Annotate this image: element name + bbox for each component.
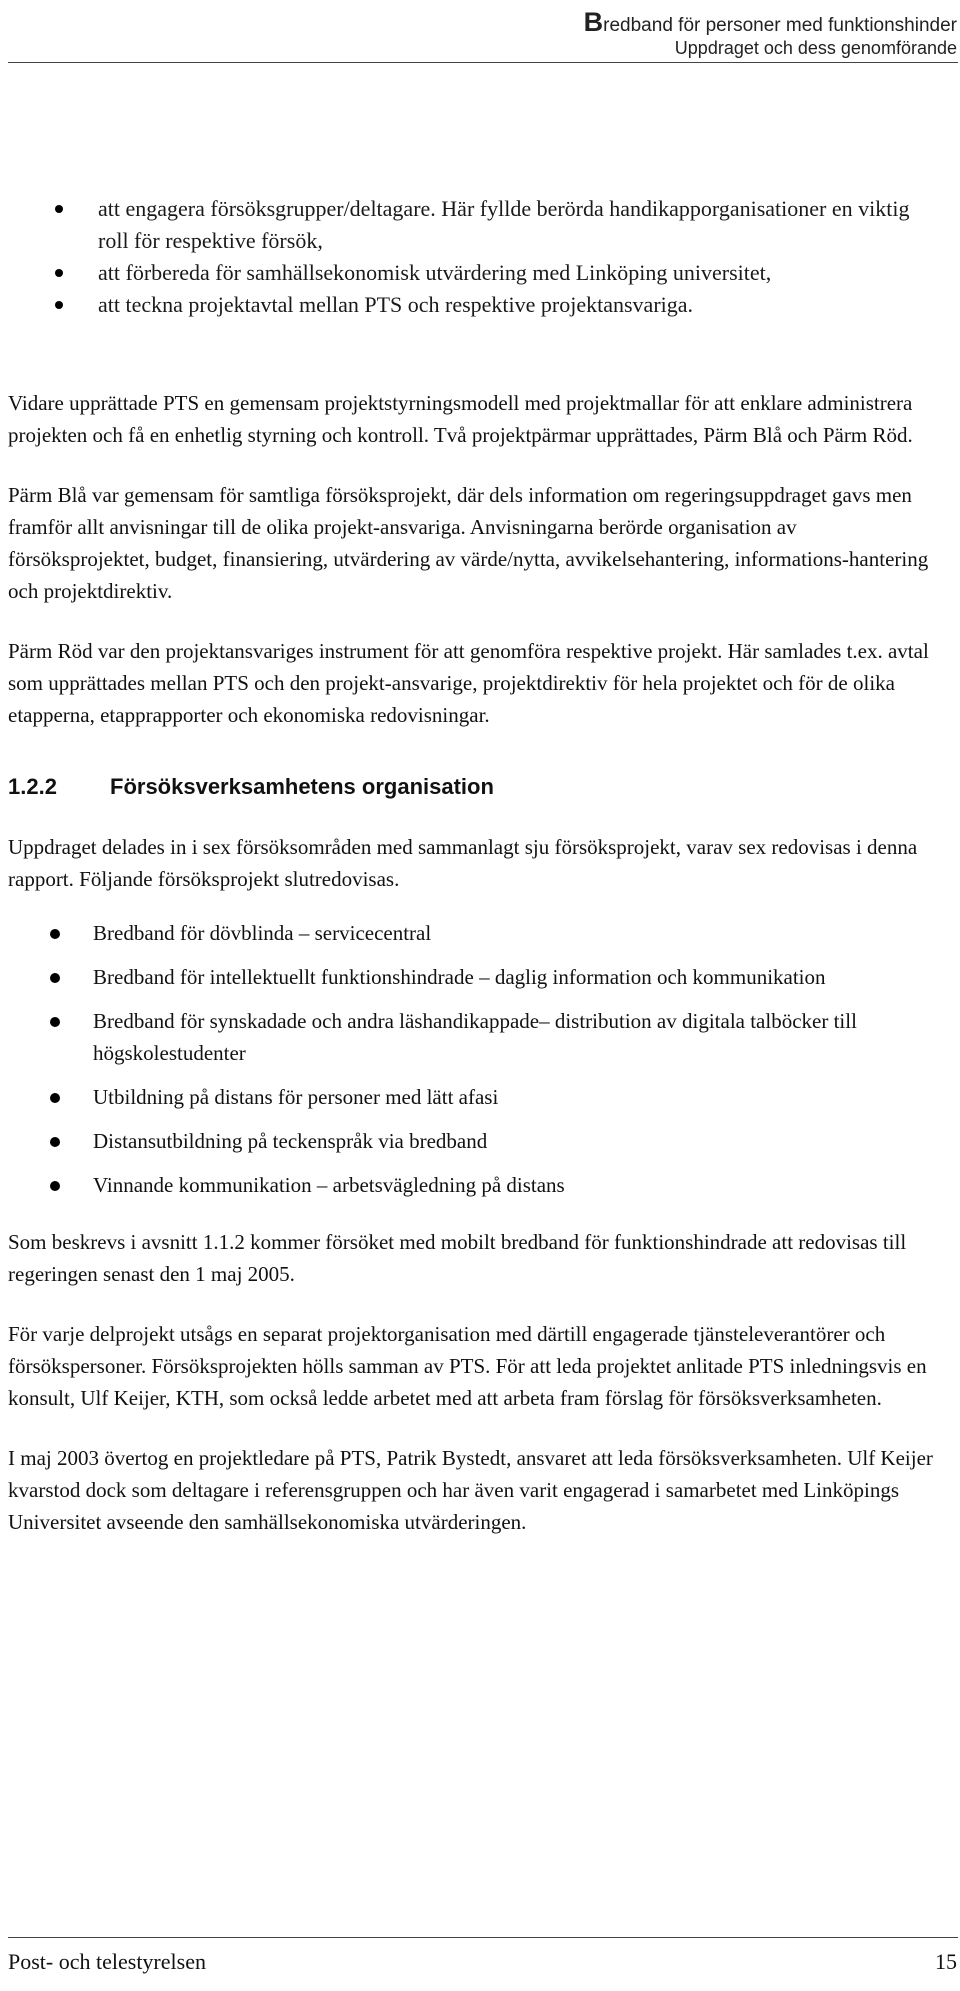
- header-divider: [8, 62, 958, 63]
- header-title: [584, 6, 957, 38]
- header-title-initial: B: [583, 7, 604, 37]
- paragraph-organisation: För varje delprojekt utsågs en separat projektorganisation med därtill engagerade tjänsteleverantörer och försökspersoner. Försöksprojekten hölls samman av PTS. För att leda projektet anlitade PTS inledningsvis en konsult, Ulf Keijer, KTH, som också ledde arbetet med att arbeta fram förslag för försöksverksamheten.: [8, 1322, 927, 1410]
- paragraph-intro: Uppdraget delades in i sex försöksområden med sammanlagt sju försöksprojekt, varav sex redovisas i denna rapport. Följande försöksprojekt slutredovisas.: [8, 835, 918, 891]
- section-title: Försöksverksamhetens organisation: [110, 774, 494, 799]
- list-item: att engagera försöksgrupper/deltagare. Här fyllde berörda handikapporganisationer en viktig roll för respektive försök,: [8, 193, 928, 257]
- top-bullet-list: [8, 193, 928, 321]
- footer-divider: [8, 1937, 958, 1938]
- paragraph-project-model: Vidare upprättade PTS en gemensam projektstyrningsmodell med projektmallar för att enklare administrera projekten och få en enhetlig styrning och kontroll. Två projektpärmar upprättades, Pärm Blå och Pärm Röd.: [8, 391, 913, 447]
- list-item: Utbildning på distans för personer med lätt afasi: [8, 1081, 938, 1113]
- list-item: att förbereda för samhällsekonomisk utvärdering med Linköping universitet,: [8, 257, 928, 289]
- list-item: Distansutbildning på teckenspråk via bredband: [8, 1125, 938, 1157]
- page-number: 15: [935, 1949, 957, 1974]
- paragraph-parm-rod: Pärm Röd var den projektansvariges instrument för att genomföra respektive projekt. Här samlades t.ex. avtal som upprättades mellan PTS och den projekt-ansvarige, projektdirektiv för hela projektet och för de olika etapperna, etapprapporter och ekonomiska redovisningar.: [8, 639, 929, 727]
- section-number: 1.2.2: [8, 774, 57, 799]
- list-item: att teckna projektavtal mellan PTS och respektive projektansvariga.: [8, 289, 928, 321]
- project-list: [8, 917, 938, 1201]
- list-item: Bredband för intellektuellt funktionshindrade – daglig information och kommunikation: [8, 961, 938, 993]
- list-item: Bredband för synskadade och andra läshandikappade– distribution av digitala talböcker till högskolestudenter: [8, 1005, 938, 1069]
- paragraph-mobile-broadband: Som beskrevs i avsnitt 1.1.2 kommer försöket med mobilt bredband för funktionshindrade att redovisas till regeringen senast den 1 maj 2005.: [8, 1230, 907, 1286]
- header-title-rest: redband för personer med funktionshinder: [603, 15, 957, 36]
- header-subtitle: Uppdraget och dess genomförande: [674, 38, 957, 59]
- running-header: [584, 6, 957, 60]
- paragraph-parm-bla: Pärm Blå var gemensam för samtliga försöksprojekt, där dels information om regeringsuppdraget gavs men framför allt anvisningar till de olika projekt-ansvariga. Anvisningarna berörde organisation av försöksprojektet, budget, finansiering, utvärdering av värde/nytta, avvikelsehantering, informations-hantering och projektdirektiv.: [8, 483, 929, 603]
- list-item: Bredband för dövblinda – servicecentral: [8, 917, 938, 949]
- paragraph-project-leader: I maj 2003 övertog en projektledare på PTS, Patrik Bystedt, ansvaret att leda försöksverksamheten. Ulf Keijer kvarstod dock som deltagare i referensgruppen och har även varit engagerad i samarbetet med Linköpings Universitet avseende den samhällsekonomiska utvärderingen.: [8, 1446, 933, 1534]
- list-item: Vinnande kommunikation – arbetsvägledning på distans: [8, 1169, 938, 1201]
- body-content: [8, 387, 938, 1538]
- section-heading: [8, 771, 938, 803]
- footer-organization: Post- och telestyrelsen: [8, 1949, 206, 1974]
